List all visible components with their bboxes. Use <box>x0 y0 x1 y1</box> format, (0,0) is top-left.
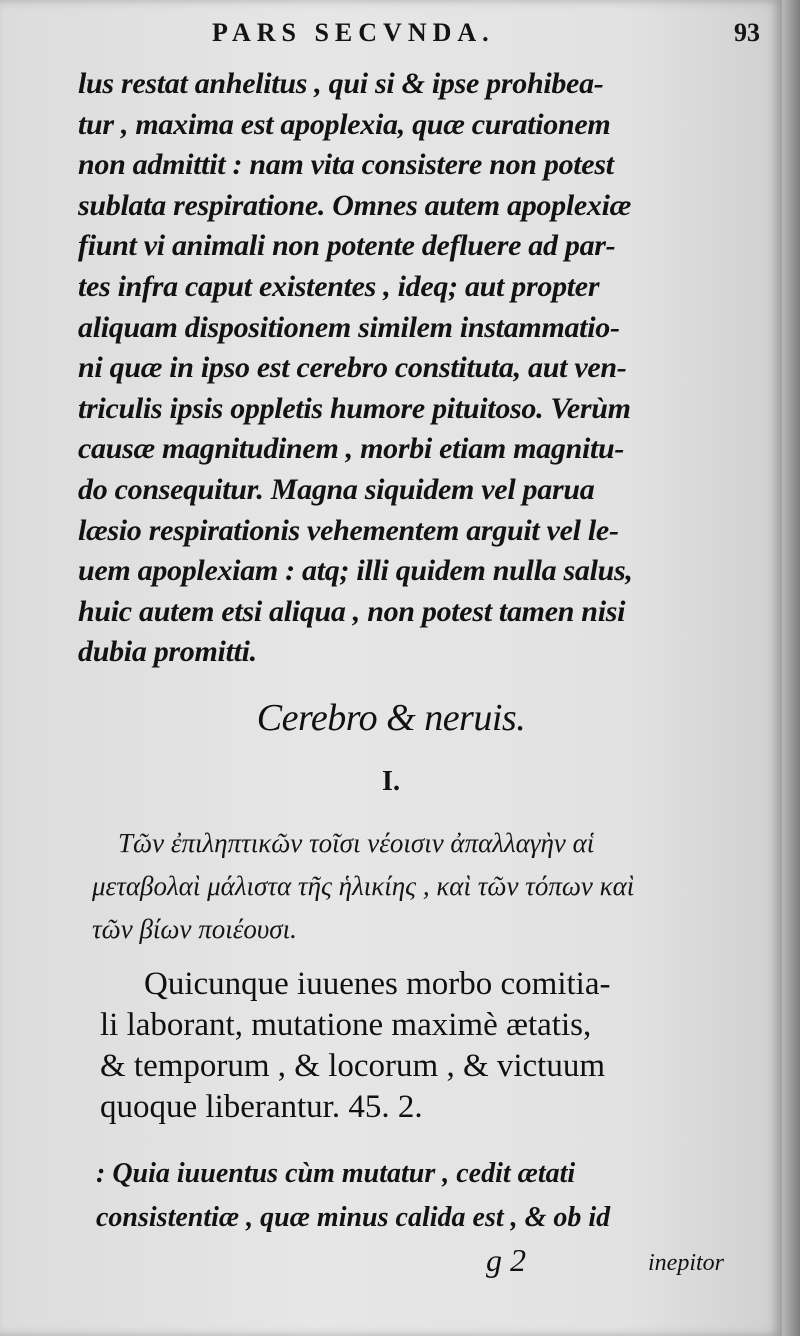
text-line: do consequitur. Magna siquidem vel parua <box>78 472 595 506</box>
page-edge <box>782 0 800 1336</box>
commentary-line: : Quia iuuentus cùm mutatur , cedit ætati <box>96 1158 576 1189</box>
latin-translation <box>100 964 770 1128</box>
greek-line: τῶν βίων ποιέουσι. <box>92 914 297 944</box>
latin-line: & temporum , & locorum , & victuum <box>100 1048 606 1084</box>
text-line: læsio respirationis vehementem arguit vel le- <box>78 513 619 547</box>
text-line: causæ magnitudinem , morbi etiam magnitu- <box>78 432 625 466</box>
section-heading: Cerebro & neruis. <box>256 697 526 739</box>
text-line: dubia promitti. <box>78 635 257 669</box>
latin-line: li laborant, mutatione maximè ætatis, <box>100 1007 592 1043</box>
aphorism-number: I. <box>382 766 400 797</box>
greek-line: μεταβολαὶ μάλιστα τῆς ἡλικίης , καὶ τῶν τόπων καὶ <box>92 871 635 901</box>
text-line: lus restat anhelitus , qui si & ipse prohibea- <box>78 67 604 100</box>
signature-mark: g 2 <box>486 1242 526 1278</box>
text-line: tur , maxima est apoplexia, quæ curationem <box>78 107 611 141</box>
text-line: fiunt vi animali non potente defluere ad par- <box>78 229 616 263</box>
running-header <box>200 18 760 54</box>
text-line: sublata respiratione. Omnes autem apoplexiæ <box>78 188 631 222</box>
text-line: tes infra caput existentes , ideq; aut propter <box>78 269 600 303</box>
text-line: uem apoplexiam : atq; illi quidem nulla salus, <box>78 554 633 588</box>
text-line: triculis ipsis oppletis humore pituitoso. Verùm <box>78 391 631 425</box>
paragraph-apoplexia <box>78 64 768 673</box>
running-title: PARS SECVNDA. <box>212 18 495 47</box>
text-line: huic autem etsi aliqua , non potest tamen nisi <box>78 594 626 628</box>
text-line: aliquam dispositionem similem instammatio- <box>78 310 620 344</box>
greek-aphorism <box>92 822 772 951</box>
commentary <box>96 1152 772 1240</box>
greek-line: Τῶν ἐπιληπτικῶν τοῖσι νέοισιν ἀπαλλαγὴν αἱ <box>118 828 595 858</box>
page-number: 93 <box>734 18 760 47</box>
commentary-line: consistentiæ , quæ minus calida est , & ob id <box>96 1202 611 1233</box>
text-line: ni quæ in ipso est cerebro constituta, aut ven- <box>78 351 627 385</box>
catchword: inepitor <box>648 1250 724 1276</box>
latin-line: quoque liberantur. 45. 2. <box>100 1089 423 1125</box>
latin-line: Quicunque iuuenes morbo comitia- <box>144 966 611 1002</box>
text-line: non admittit : nam vita consistere non potest <box>78 148 614 182</box>
